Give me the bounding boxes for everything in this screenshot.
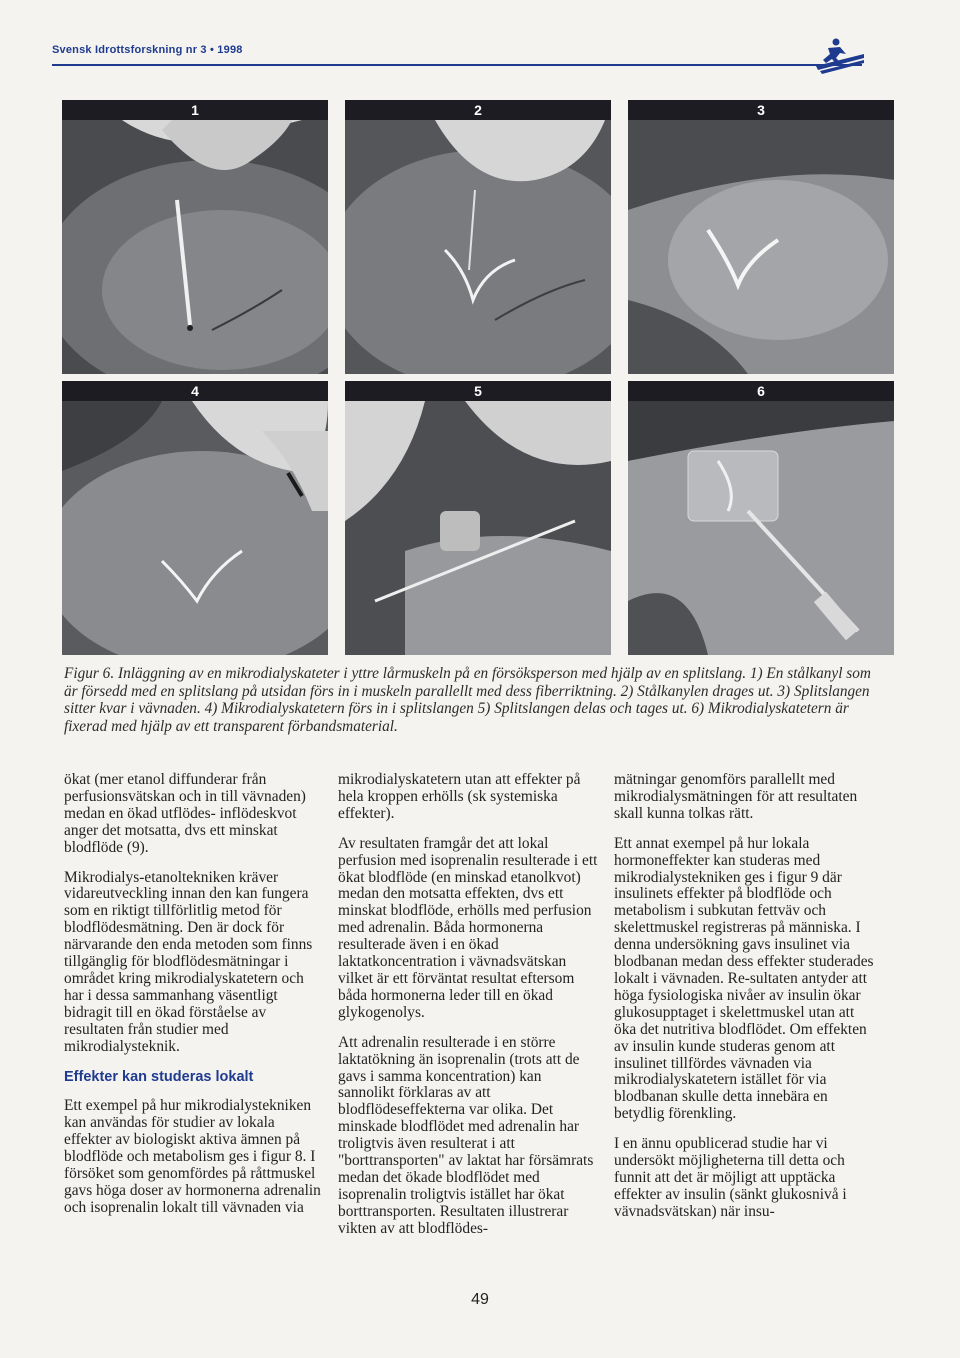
catheter-insertion-image	[62, 120, 328, 374]
paragraph: ökat (mer etanol diffunderar från perfusionsvätskan och in till vävnaden) medan en ökad utflödes- inflödeskvot anger det motsatta, dvs ett minskat blodflöde (9).	[64, 771, 306, 856]
figure-caption	[64, 665, 876, 735]
fixed-catheter-image	[628, 401, 894, 655]
paragraph: Ett exempel på hur mikrodialystekniken kan användas för studier av lokala effekter av biologiskt aktiva ämnen på blodflöde och metabolism ges i figur 8. I försöket som genomfördes på råttmuskel gavs höga doser av hormonerna adrenalin och isoprenalin lokalt till vävnaden via	[64, 1097, 321, 1216]
figure-photo-2	[345, 100, 611, 374]
figure-photo-3	[628, 100, 894, 374]
splitslang-in-tissue-image	[628, 120, 894, 374]
paragraph: Mikrodialys-etanoltekniken kräver vidareutveckling innan den kan fungera som en riktigt tillförlitlig metod för blodflödesmätning. Den är dock för närvarande den enda metoden som finns tillgänglig för blodflödesmätningar i området kring mikrodialyskatetern och har i dessa sammanhang väsentligt bidragit till en ökad förståelse av resultaten från studier med mikrodialysteknik.	[64, 868, 313, 1055]
figure-photo-5	[345, 381, 611, 655]
photo-number: 6	[628, 381, 894, 401]
photo-number: 1	[62, 100, 328, 120]
runner-logo-icon	[806, 36, 868, 76]
text-column-3	[614, 772, 876, 1234]
caption-text: Inläggning av en mikrodialyskateter i yttre lårmuskeln på en försöksperson med hjälp av en splitslang. 1) En stålkanyl som är försedd med en splitslang på utsidan förs in i muskeln parallellt med dess fiberriktning. 2) Stålkanylen drages ut. 3) Splitslangen sitter kvar i vävnaden. 4) Mikrodialyskatetern förs in i splitslangen 5) Splitslangen delas och tages ut. 6) Mikrodialyskatetern är fixerad med hjälp av ett transparent förbandsmaterial.	[64, 665, 871, 735]
header-rule	[52, 64, 862, 66]
page-number: 49	[471, 1291, 489, 1308]
paragraph: Ett annat exempel på hur lokala hormoneffekter kan studeras med mikrodialystekniken ges i figur 9 där insulinets effekter på blodflöde och metabolism i subkutan fettväv och skelettmuskel registreras på människa. I denna undersökning gavs insulinet via blodbanan medan dess effekter studerades lokalt i vävnaden. Re-sultaten antyder att höga fysiologiska nivåer av insulin ökar glukosupptaget i skelettmuskel utan att öka det nutritiva blodflödet. Om effekten av insulin kunde studeras genom att insulinet tillfördes vävnaden via mikrodialyskatetern istället för via blodbanan skulle detta innebära en betydlig förenkling.	[614, 834, 874, 1123]
figure-photo-6	[628, 381, 894, 655]
section-heading: Effekter kan studeras lokalt	[64, 1068, 254, 1085]
paragraph: Att adrenalin resulterade i en större laktatökning än isoprenalin (trots att de gavs i samma koncentration) kan sannolikt förklaras av att blodflödeseffekterna var olika. Det minskade blodflödet med adrenalin har troligtvis även resulterat i att "borttransporten" av laktat har försämrats medan det ökade blodflödet med isoprenalin troligtvis istället har ökat borttransporten. Resultaten illustrerar vikten av att blodflödes-	[338, 1033, 594, 1237]
caption-label: Figur 6.	[64, 665, 115, 682]
figure-photo-1	[62, 100, 328, 374]
needle-withdrawal-image	[345, 120, 611, 374]
photo-number: 3	[628, 100, 894, 120]
photo-number: 5	[345, 381, 611, 401]
paragraph: mätningar genomförs parallellt med mikrodialysmätningen för att resultaten skall kunna tolkas rätt.	[614, 771, 858, 822]
paragraph: I en ännu opublicerad studie har vi undersökt möjligheterna till detta och funnit att det är möjligt att upptäcka effekter av insulin (sänkt glukosnivå i vävnadsvätskan) när insu-	[614, 1135, 847, 1220]
paragraph: mikrodialyskatetern utan att effekter på hela kroppen erhölls (sk systemiska effekter).	[338, 771, 581, 822]
catheter-into-splitslang-image	[62, 401, 328, 655]
paragraph: Av resultaten framgår det att lokal perfusion med isoprenalin resulterade i ett ökat blodflöde (en minskad etanolkvot) medan den motsatta effekten, dvs ett minskat blodflöde, erhölls med perfusion med adrenalin. Båda hormonerna resulterade även i en ökad laktatkoncentration i vävnadsvätskan vilket är ett förväntat resultat eftersom båda hormonerna leder till en ökad glykogenolys.	[338, 834, 598, 1021]
text-column-1	[64, 772, 326, 1230]
photo-number: 2	[345, 100, 611, 120]
journal-header: Svensk Idrottsforskning nr 3 • 1998	[52, 44, 243, 56]
figure-photo-4	[62, 381, 328, 655]
text-column-2	[338, 772, 600, 1251]
photo-number: 4	[62, 381, 328, 401]
splitslang-removal-image	[345, 401, 611, 655]
